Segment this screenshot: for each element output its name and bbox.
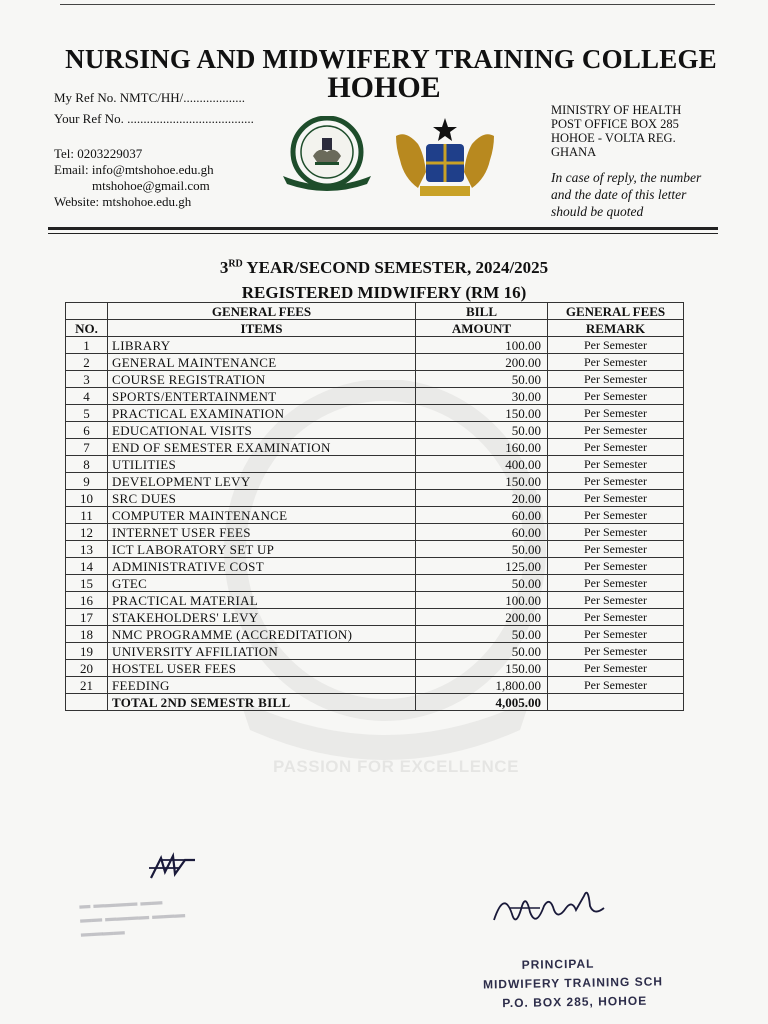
row-remark: Per Semester [548, 422, 684, 439]
table-row [66, 490, 684, 507]
row-amount: 400.00 [416, 456, 548, 473]
year-number: 3 [219, 258, 229, 277]
table-row [66, 609, 684, 626]
row-item: ADMINISTRATIVE COST [108, 558, 416, 575]
row-amount: 30.00 [416, 388, 548, 405]
right-contact-block [551, 103, 701, 221]
header-cell: ITEMS [108, 320, 416, 337]
faint-stamp-impression [79, 893, 186, 940]
faint-stamp-line: ▬▬▬▬ [80, 925, 126, 940]
row-number: 10 [66, 490, 108, 507]
row-number: 15 [66, 575, 108, 592]
total-row [66, 694, 684, 711]
row-amount: 60.00 [416, 507, 548, 524]
college-seal-icon [279, 116, 375, 196]
header-cell: GENERAL FEES [548, 303, 684, 320]
row-item: FEEDING [108, 677, 416, 694]
row-item: COMPUTER MAINTENANCE [108, 507, 416, 524]
reply-note-line: should be quoted [551, 204, 644, 219]
row-amount: 150.00 [416, 660, 548, 677]
row-amount: 200.00 [416, 609, 548, 626]
reply-note-line: In case of reply, the number [551, 170, 702, 185]
row-amount-cell [416, 677, 548, 694]
table-row [66, 456, 684, 473]
row-item: DEVELOPMENT LEVY [108, 473, 416, 490]
header-cell: BILL [416, 303, 548, 320]
table-row [66, 371, 684, 388]
table-row [66, 660, 684, 677]
table-row [66, 575, 684, 592]
row-item: INTERNET USER FEES [108, 524, 416, 541]
row-number: 7 [66, 439, 108, 456]
table-header-row [66, 320, 684, 337]
table-row [66, 541, 684, 558]
table-row [66, 473, 684, 490]
row-number: 14 [66, 558, 108, 575]
my-ref: My Ref No. NMTC/HH/................... [54, 90, 246, 105]
total-no-cell [66, 694, 108, 711]
total-amount: 4,005.00 [478, 695, 542, 711]
spacer [54, 132, 254, 146]
row-remark: Per Semester [548, 558, 684, 575]
your-ref: Your Ref No. ....................................... [54, 111, 254, 126]
row-amount: 150.00 [416, 405, 548, 422]
row-remark: Per Semester [548, 371, 684, 388]
row-remark: Per Semester [548, 456, 684, 473]
row-amount: 1,800.00 [478, 678, 542, 694]
row-number: 20 [66, 660, 108, 677]
row-item: SPORTS/ENTERTAINMENT [108, 388, 416, 405]
row-amount: 50.00 [416, 422, 548, 439]
table-row [66, 507, 684, 524]
header-cell: GENERAL FEES [108, 303, 416, 320]
location: HOHOE - VOLTA REG. [551, 131, 676, 145]
table-row [66, 643, 684, 660]
faint-stamp-line: ▬▬ ▬▬▬▬ ▬▬▬ [79, 908, 186, 926]
row-remark: Per Semester [548, 609, 684, 626]
initials-signature-icon [145, 850, 205, 886]
ghana-coat-of-arms-icon [390, 116, 500, 202]
table-row [66, 337, 684, 354]
row-item: END OF SEMESTER EXAMINATION [108, 439, 416, 456]
faint-stamp-line: ▬ ▬▬▬▬ ▬▬ [79, 895, 163, 912]
row-item: GENERAL MAINTENANCE [108, 354, 416, 371]
ministry: MINISTRY OF HEALTH [551, 103, 682, 117]
row-remark: Per Semester [548, 575, 684, 592]
row-item: SRC DUES [108, 490, 416, 507]
row-number: 11 [66, 507, 108, 524]
year-ordinal: RD [228, 258, 243, 270]
row-remark: Per Semester [548, 473, 684, 490]
row-number: 19 [66, 643, 108, 660]
row-amount: 100.00 [416, 337, 548, 354]
college-name: NURSING AND MIDWIFERY TRAINING COLLEGE [65, 44, 717, 74]
row-item: PRACTICAL EXAMINATION [108, 405, 416, 422]
row-number: 5 [66, 405, 108, 422]
total-remark-cell [548, 694, 684, 711]
row-remark: Per Semester [548, 524, 684, 541]
table-row [66, 422, 684, 439]
row-remark: Per Semester [548, 660, 684, 677]
header-cell [66, 303, 108, 320]
row-item: HOSTEL USER FEES [108, 660, 416, 677]
stamp-address: P.O. BOX 285, HOHOE [502, 993, 648, 1011]
header-rule-thick [48, 227, 718, 230]
table-row [66, 626, 684, 643]
website: Website: mtshohoe.edu.gh [54, 194, 192, 209]
row-amount: 200.00 [416, 354, 548, 371]
semester-text: YEAR/SECOND SEMESTER, 2024/2025 [242, 258, 549, 277]
watermark-motto: PASSION FOR EXCELLENCE [273, 757, 519, 776]
row-item: ICT LABORATORY SET UP [108, 541, 416, 558]
row-item: NMC PROGRAMME (ACCREDITATION) [108, 626, 416, 643]
row-amount: 50.00 [416, 541, 548, 558]
row-number: 16 [66, 592, 108, 609]
row-number: 9 [66, 473, 108, 490]
left-contact-block [54, 90, 254, 210]
row-number: 13 [66, 541, 108, 558]
row-remark: Per Semester [548, 592, 684, 609]
row-item: GTEC [108, 575, 416, 592]
row-number: 8 [66, 456, 108, 473]
row-remark: Per Semester [548, 541, 684, 558]
row-number: 6 [66, 422, 108, 439]
row-number: 12 [66, 524, 108, 541]
table-row [66, 677, 684, 694]
email: Email: info@mtshohoe.edu.gh [54, 162, 214, 177]
table-row [66, 558, 684, 575]
row-number: 4 [66, 388, 108, 405]
fee-rows [66, 337, 684, 694]
row-item: UTILITIES [108, 456, 416, 473]
stamp-school: MIDWIFERY TRAINING SCH [482, 974, 664, 992]
email-alt: mtshohoe@gmail.com [92, 178, 210, 193]
row-remark: Per Semester [548, 490, 684, 507]
row-amount: 160.00 [416, 439, 548, 456]
row-number: 21 [66, 677, 108, 694]
row-item: LIBRARY [108, 337, 416, 354]
fees-table [65, 302, 684, 711]
row-item: PRACTICAL MATERIAL [108, 592, 416, 609]
header-rule-thin [48, 233, 718, 234]
row-remark: Per Semester [548, 337, 684, 354]
row-amount: 50.00 [416, 626, 548, 643]
reply-note-line: and the date of this letter [551, 187, 687, 202]
row-item: UNIVERSITY AFFILIATION [108, 643, 416, 660]
table-row [66, 354, 684, 371]
header-cell: REMARK [548, 320, 684, 337]
row-amount: 50.00 [416, 643, 548, 660]
row-number: 18 [66, 626, 108, 643]
row-amount: 50.00 [416, 575, 548, 592]
row-amount: 150.00 [416, 473, 548, 490]
row-item: COURSE REGISTRATION [108, 371, 416, 388]
row-remark: Per Semester [548, 643, 684, 660]
row-remark: Per Semester [548, 439, 684, 456]
row-amount: 50.00 [416, 371, 548, 388]
principal-stamp [470, 953, 671, 1013]
row-number: 1 [66, 337, 108, 354]
row-number: 17 [66, 609, 108, 626]
row-amount: 20.00 [416, 490, 548, 507]
header-cell: NO. [66, 320, 108, 337]
table-row [66, 524, 684, 541]
programme-title: REGISTERED MIDWIFERY (RM 16) [241, 283, 527, 302]
table-row [66, 439, 684, 456]
table-header-row [66, 303, 684, 320]
row-amount: 125.00 [416, 558, 548, 575]
row-remark: Per Semester [548, 388, 684, 405]
row-remark: Per Semester [548, 405, 684, 422]
row-remark: Per Semester [548, 626, 684, 643]
stamp-title: PRINCIPAL [521, 956, 595, 972]
row-remark: Per Semester [548, 507, 684, 524]
total-label: TOTAL 2ND SEMESTR BILL [108, 694, 416, 711]
table-row [66, 592, 684, 609]
college-town: HOHOE [327, 71, 441, 104]
total-amount-cell [416, 694, 548, 711]
row-amount: 60.00 [416, 524, 548, 541]
row-remark: Per Semester [548, 354, 684, 371]
row-remark: Per Semester [548, 677, 684, 694]
po-box: POST OFFICE BOX 285 [551, 117, 679, 131]
country: GHANA [551, 145, 597, 159]
row-number: 3 [66, 371, 108, 388]
row-item: EDUCATIONAL VISITS [108, 422, 416, 439]
row-item: STAKEHOLDERS' LEVY [108, 609, 416, 626]
table-row [66, 388, 684, 405]
telephone: Tel: 0203229037 [54, 146, 143, 161]
row-amount: 100.00 [416, 592, 548, 609]
row-number: 2 [66, 354, 108, 371]
semester-title [0, 258, 768, 278]
reply-note [551, 169, 701, 221]
top-edge-line [60, 4, 715, 5]
principal-signature-icon [490, 884, 640, 934]
header-cell: AMOUNT [416, 320, 548, 337]
table-row [66, 405, 684, 422]
